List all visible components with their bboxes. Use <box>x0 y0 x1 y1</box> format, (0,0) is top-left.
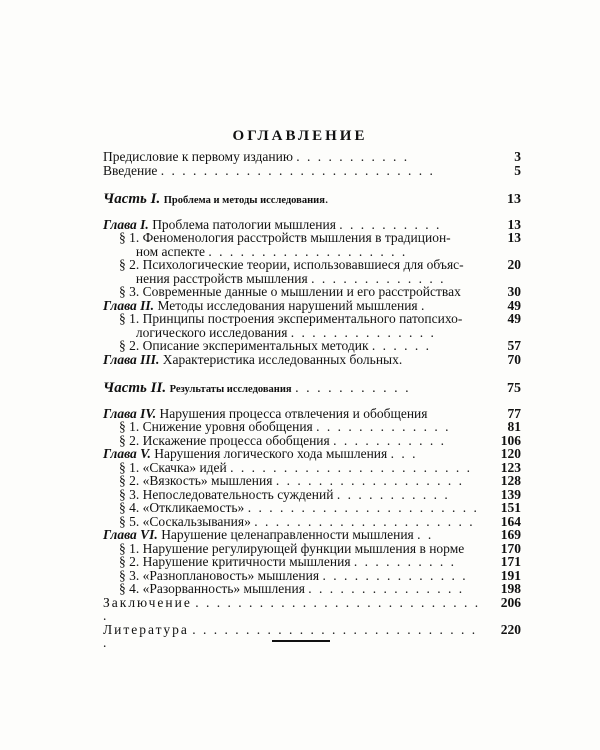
toc-chapter[interactable]: Глава IV. Нарушения процесса отвлечения и обобщения 77 <box>103 405 521 421</box>
toc-section[interactable]: § 1. Нарушение регулирующей функции мышления в норме 170 <box>119 540 521 556</box>
toc-section[interactable]: § 2. Искажение процесса обобщения . . . . . . . . . . . 106 <box>119 432 521 448</box>
page-number: 164 <box>500 513 521 529</box>
page-number: 75 <box>507 381 521 396</box>
page-number: 171 <box>500 554 521 569</box>
page-number: 139 <box>500 486 521 502</box>
toc-chapter[interactable]: Глава III. Характеристика исследованных больных. 70 <box>103 351 521 367</box>
page-title: ОГЛАВЛЕНИЕ <box>232 128 368 144</box>
page-number: 70 <box>507 351 521 367</box>
page-number: 198 <box>500 581 521 596</box>
toc-entry[interactable]: Заключение . . . . . . . . . . . . . . . . . . . . . . . . . . . . 206 <box>103 594 521 623</box>
toc-section[interactable]: § 2. Психологические теории, использовавшиеся для объяс- нения расстройств мышления . . . . . . . . . . . . . 20 <box>119 257 521 286</box>
page-number: 206 <box>500 594 521 610</box>
page-number: 5 <box>514 162 521 178</box>
page-number: 20 <box>507 257 521 272</box>
toc-chapter[interactable]: Глава II. Методы исследования нарушений мышления . 49 <box>103 297 521 313</box>
toc-section[interactable]: § 1. «Скачка» идей . . . . . . . . . . . . . . . . . . . . . . . 123 <box>119 459 521 475</box>
page-number: 169 <box>500 527 521 542</box>
page-number: 13 <box>507 216 521 232</box>
toc-section[interactable]: § 3. «Разноплановость» мышления . . . . . . . . . . . . . . 191 <box>119 567 521 583</box>
toc-section[interactable]: § 3. Современные данные о мышлении и его расстройствах 30 <box>119 284 521 299</box>
page-number: 77 <box>507 405 521 421</box>
page-number: 151 <box>500 500 521 515</box>
page-number: 3 <box>514 149 521 164</box>
page-number: 123 <box>500 459 521 475</box>
toc-chapter[interactable]: Глава V. Нарушения логического хода мышления . . . 120 <box>103 446 521 461</box>
page-number: 13 <box>507 192 521 207</box>
toc-entry[interactable]: Введение . . . . . . . . . . . . . . . . . . . . . . . . . . 5 <box>103 162 521 178</box>
page-number: 106 <box>500 432 521 448</box>
toc-section[interactable]: § 2. Описание экспериментальных методик . . . . . . 57 <box>119 338 521 353</box>
toc-section[interactable]: § 4. «Разорванность» мышления . . . . . . . . . . . . . . . 198 <box>119 581 521 596</box>
toc-section[interactable]: § 3. Непоследовательность суждений . . . . . . . . . . . 139 <box>119 486 521 502</box>
page-number: 49 <box>507 311 521 326</box>
page-number: 13 <box>507 230 521 245</box>
toc-section[interactable]: § 2. Нарушение критичности мышления . . . . . . . . . . 171 <box>119 554 521 569</box>
page-number: 120 <box>500 446 521 461</box>
page-number: 30 <box>507 284 521 299</box>
page-number: 170 <box>500 540 521 556</box>
page-number: 191 <box>500 567 521 583</box>
toc-section[interactable]: § 4. «Откликаемость» . . . . . . . . . . . . . . . . . . . . . . 151 <box>119 500 521 515</box>
toc-part[interactable]: Часть I. Проблема и методы исследования. 13 <box>103 191 521 207</box>
toc-entry[interactable]: Литература . . . . . . . . . . . . . . . . . . . . . . . . . . . . 220 <box>103 621 521 650</box>
toc-section[interactable]: § 2. «Вязкость» мышления . . . . . . . . . . . . . . . . . . 128 <box>119 473 521 488</box>
closing-rule <box>272 640 330 642</box>
toc-entry[interactable]: Предисловие к первому изданию . . . . . . . . . . . 3 <box>103 149 521 164</box>
toc-section[interactable]: § 5. «Соскальзывания» . . . . . . . . . . . . . . . . . . . . . 164 <box>119 513 521 529</box>
page-number: 81 <box>507 419 521 434</box>
toc-section[interactable]: § 1. Феноменология расстройств мышления в традицион- ном аспекте . . . . . . . . . . . . . . . . . . . 13 <box>119 230 521 259</box>
page-number: 220 <box>500 621 521 637</box>
page-number: 49 <box>507 297 521 313</box>
toc-section[interactable]: § 1. Снижение уровня обобщения . . . . . . . . . . . . . 81 <box>119 419 521 434</box>
toc-section[interactable]: § 1. Принципы построения экспериментального патопсихо- логического исследования . . . . . . . . . . . . . . 49 <box>119 311 521 340</box>
table-of-contents <box>103 150 521 650</box>
toc-part[interactable]: Часть II. Результаты исследования . . . . . . . . . . . 75 <box>103 380 521 396</box>
toc-chapter[interactable]: Глава I. Проблема патологии мышления . . . . . . . . . . 13 <box>103 216 521 232</box>
page-number: 57 <box>507 338 521 353</box>
toc-chapter[interactable]: Глава VI. Нарушение целенаправленности мышления . . 169 <box>103 527 521 542</box>
page-number: 128 <box>500 473 521 488</box>
